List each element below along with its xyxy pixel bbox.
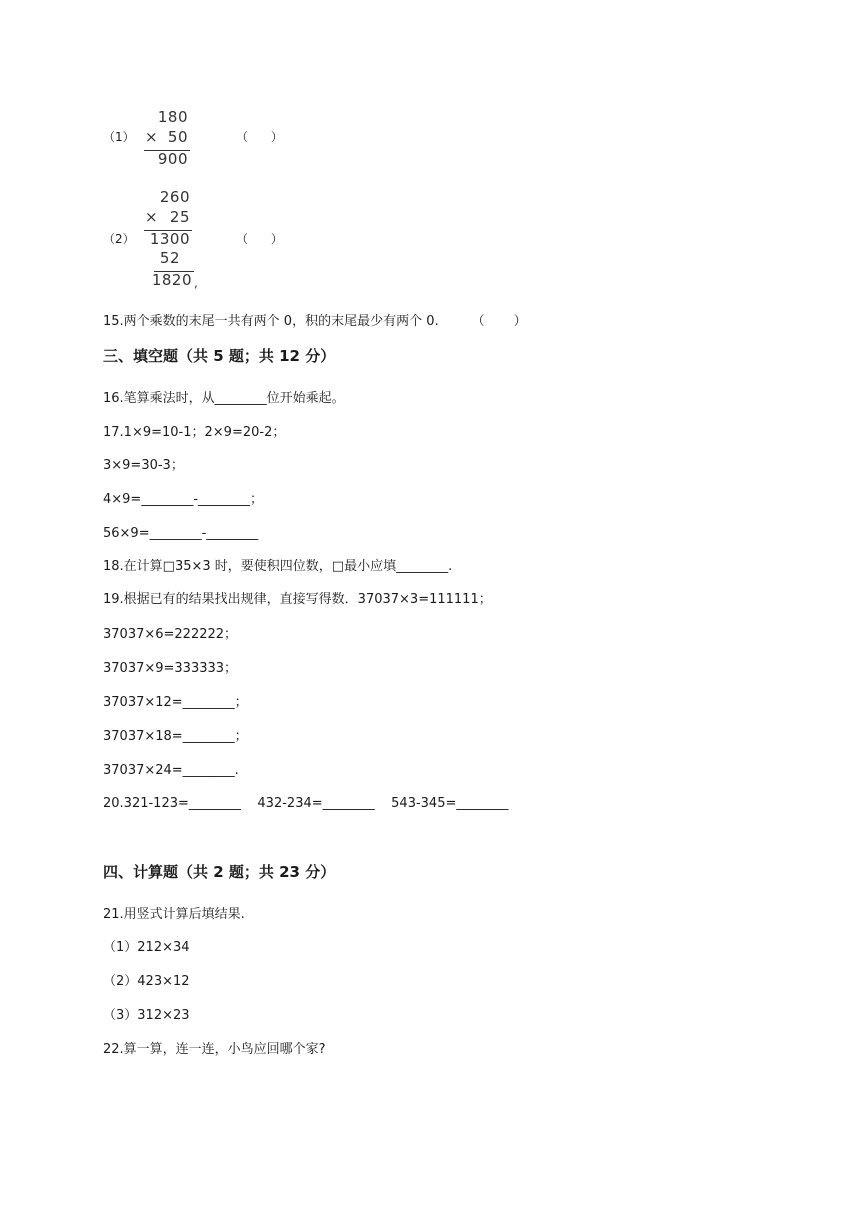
q19-line-5: 37037×18=________；: [103, 729, 248, 744]
q14-sub2-vertical-calc: [140, 188, 210, 292]
q16-text: 16.笔算乘法时，从________位开始乘起。: [103, 391, 345, 406]
q19-line-4: 37037×12=________；: [103, 695, 248, 710]
q17-line-2: 3×9=30-3；: [103, 458, 184, 473]
q14-sub1-mult-sign: ×: [145, 128, 158, 146]
q14-sub1-answer-blank[interactable]: （ ）: [236, 130, 283, 144]
q19-line-3: 37037×9=333333；: [103, 661, 238, 676]
section-3-heading: 三、填空题（共 5 题；共 12 分）: [103, 347, 336, 365]
q14-sub2-result-suffix: ,: [194, 276, 198, 290]
q21-line-3: （2）423×12: [103, 974, 190, 989]
q14-sub2-top: 260: [159, 188, 190, 206]
q14-sub1-top: 180: [157, 108, 188, 126]
q20-text: 20.321-123=________ 432-234=________ 543-345=________: [103, 796, 509, 811]
q17-line-4: 56×9=________-________: [103, 526, 259, 541]
q14-sub2-partial2: 52: [159, 249, 180, 267]
q18-text: 18.在计算□35×3 时，要使积四位数，□最小应填________.: [103, 559, 453, 574]
q21-line-1: 21.用竖式计算后填结果.: [103, 907, 245, 922]
q22-text: 22.算一算，连一连，小鸟应回哪个家?: [103, 1042, 326, 1057]
q14-sub2-mult-sign: ×: [145, 208, 158, 226]
q14-sub2-result: 1820: [151, 271, 192, 289]
q14-sub2-bottom: 25: [169, 208, 190, 226]
q21-line-4: （3）312×23: [103, 1008, 190, 1023]
q14-sub1-result: 900: [157, 150, 188, 168]
q19-line-1: 19.根据已有的结果找出规律，直接写得数．37037×3=111111；: [103, 592, 492, 607]
q14-sub2-partial1: 1300: [149, 230, 190, 248]
q14-sub2-tag: （2）: [103, 232, 135, 246]
q21-line-2: （1）212×34: [103, 940, 190, 955]
q14-sub1-bottom: 50: [167, 128, 188, 146]
q17-line-1: 17.1×9=10-1；2×9=20-2；: [103, 425, 286, 440]
q17-line-3: 4×9=________-________；: [103, 492, 264, 507]
q14-sub2-answer-blank[interactable]: （ ）: [236, 232, 283, 246]
q14-sub1-tag: （1）: [103, 130, 135, 144]
q15-text: 15.两个乘数的末尾一共有两个 0，积的末尾最少有两个 0. （ ）: [103, 314, 527, 329]
section-4-heading: 四、计算题（共 2 题；共 23 分）: [103, 863, 336, 881]
q19-line-6: 37037×24=________.: [103, 763, 239, 778]
q19-line-2: 37037×6=222222；: [103, 627, 238, 642]
q14-sub1-vertical-calc: [140, 108, 200, 170]
